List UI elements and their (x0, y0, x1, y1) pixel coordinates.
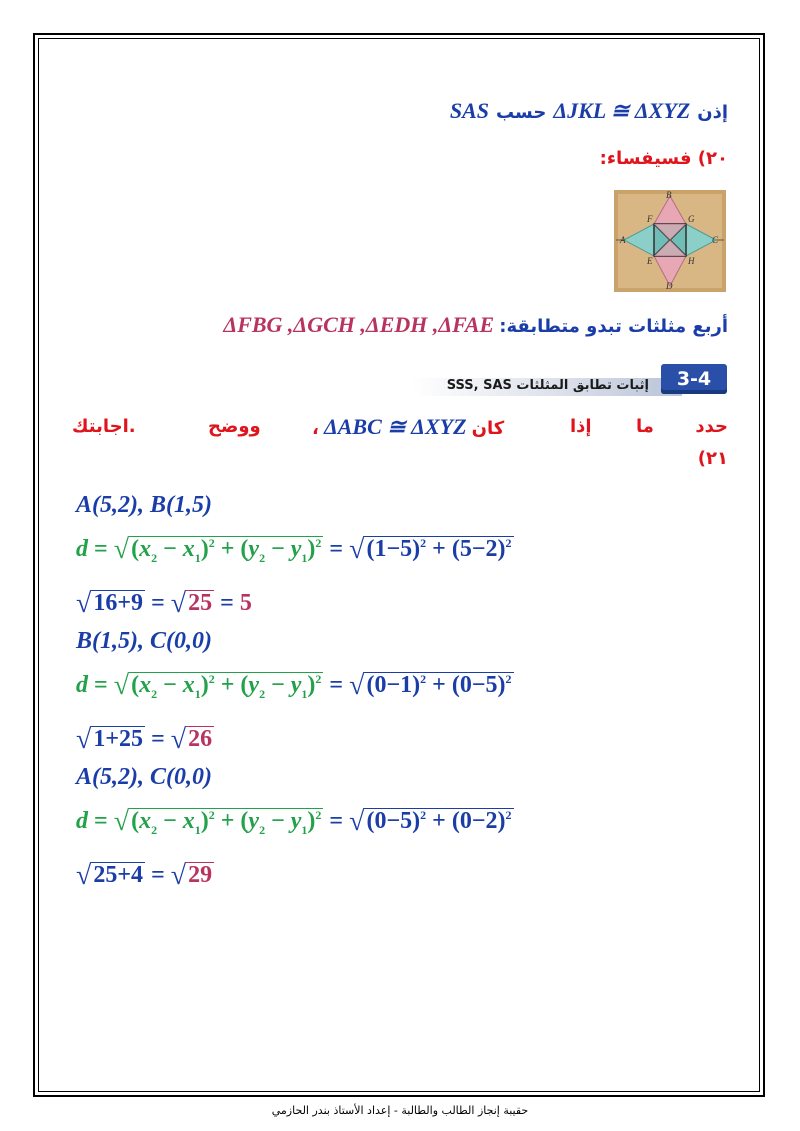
question-20-label: ٢٠) فسيفساء: (599, 148, 728, 169)
conclusion-prefix: إذن (697, 102, 728, 123)
conclusion-mid: حسب (496, 102, 547, 123)
conclusion-line (450, 98, 728, 124)
diff-x-3: 0−5 (374, 808, 413, 834)
numbers-radicand-1: $(1-5)^2 + (5-2)^2$ (366, 536, 512, 562)
label-f: F (647, 214, 653, 224)
triangles-line (223, 312, 728, 338)
radical-1: √ (113, 534, 130, 565)
banner-title: إثبات تطابق المثلثات SSS, SAS (446, 378, 649, 393)
equals-r1b: = (220, 590, 240, 616)
diff-x-1: 1−5 (374, 536, 413, 562)
q21-word-1: حدد (695, 416, 728, 437)
triangles-label: أربع مثلثات تبدو متطابقة: (499, 316, 728, 337)
radical-2b: √ (349, 670, 365, 701)
q21-word-5: ووضح (208, 416, 261, 437)
label-g: G (688, 214, 695, 224)
equals-2: = (329, 672, 350, 698)
result-2 (76, 724, 214, 756)
radical-3b: √ (349, 806, 365, 837)
d-symbol-1: d = (76, 536, 108, 562)
distance-formula-2 (76, 670, 514, 702)
equals-r1: = (151, 590, 171, 616)
distance-formula-3 (76, 806, 514, 838)
diff-y-3: 0−2 (459, 808, 498, 834)
diff-y-1: 5−2 (459, 536, 498, 562)
radical-1b: √ (349, 534, 365, 565)
distance-formula-1 (76, 534, 514, 566)
result-1-root: 25 (188, 590, 213, 616)
label-h: H (688, 256, 695, 266)
q21-condition (312, 414, 504, 440)
equals-1: = (329, 536, 350, 562)
radical-r1b: √ (170, 588, 187, 619)
d-symbol-3: d = (76, 808, 108, 834)
label-b: B (666, 190, 672, 200)
q21-number: ٢١) (697, 448, 728, 469)
points-a-c: A(5,2), C(0,0) (76, 764, 212, 790)
result-1-value: 5 (239, 590, 252, 616)
result-1-sum: 16+9 (93, 590, 144, 616)
points-a-b: A(5,2), B(1,5) (76, 492, 212, 518)
page-footer: حقيبة إنجاز الطالب والطالبة - إعداد الأستاذ بندر الحازمي (271, 1104, 529, 1117)
q21-word-2: ما (636, 416, 654, 437)
radical-r3: √ (76, 860, 92, 891)
lesson-badge: 3-4 (661, 364, 727, 394)
formula-radicand-2: $(x_2 - x_1)^2 + (y_2 - y_1)^2$ (131, 672, 322, 701)
formula-radicand-1: $(x_2 - x_1)^2 + (y_2 - y_1)^2$ (131, 536, 322, 565)
numbers-radicand-2: $(0-1)^2 + (0-5)^2$ (366, 672, 512, 698)
equals-r3: = (151, 862, 171, 888)
radical-r1: √ (76, 588, 92, 619)
d-symbol-2: d = (76, 672, 108, 698)
label-d: D (666, 281, 673, 291)
triangles-math: ΔFBG ,ΔGCH ,ΔEDH ,ΔFAE (223, 312, 495, 337)
result-3-root: 29 (188, 862, 213, 888)
q21-word-3: إذا (570, 416, 592, 437)
result-2-root: 26 (188, 726, 213, 752)
q21-comma: ، (312, 418, 319, 439)
radical-r3b: √ (170, 860, 187, 891)
conclusion-math: ΔJKL ≅ ΔXYZ (553, 98, 691, 123)
equals-3: = (329, 808, 350, 834)
radical-3: √ (113, 806, 130, 837)
diff-y-2: 0−5 (459, 672, 498, 698)
result-2-sum: 1+25 (93, 726, 144, 752)
result-3-sum: 25+4 (93, 862, 144, 888)
label-a: A (620, 235, 626, 245)
points-b-c: B(1,5), C(0,0) (76, 628, 212, 654)
mosaic-figure (614, 190, 726, 292)
q21-word-6: اجابتك. (72, 416, 136, 437)
diff-x-2: 0−1 (374, 672, 413, 698)
radical-r2b: √ (170, 724, 187, 755)
radical-r2: √ (76, 724, 92, 755)
conclusion-suffix: SAS (449, 98, 489, 123)
formula-radicand-3: $(x_2 - x_1)^2 + (y_2 - y_1)^2$ (131, 808, 322, 837)
label-e: E (647, 256, 653, 266)
result-3 (76, 860, 214, 892)
q21-word-4: كان (471, 418, 505, 439)
result-1 (76, 588, 252, 620)
lesson-banner (412, 362, 727, 396)
numbers-radicand-3: $(0-5)^2 + (0-2)^2$ (366, 808, 512, 834)
equals-r2: = (151, 726, 171, 752)
q21-math: ΔABC ≅ ΔXYZ (323, 414, 467, 439)
label-c: C (712, 235, 719, 245)
radical-2: √ (113, 670, 130, 701)
